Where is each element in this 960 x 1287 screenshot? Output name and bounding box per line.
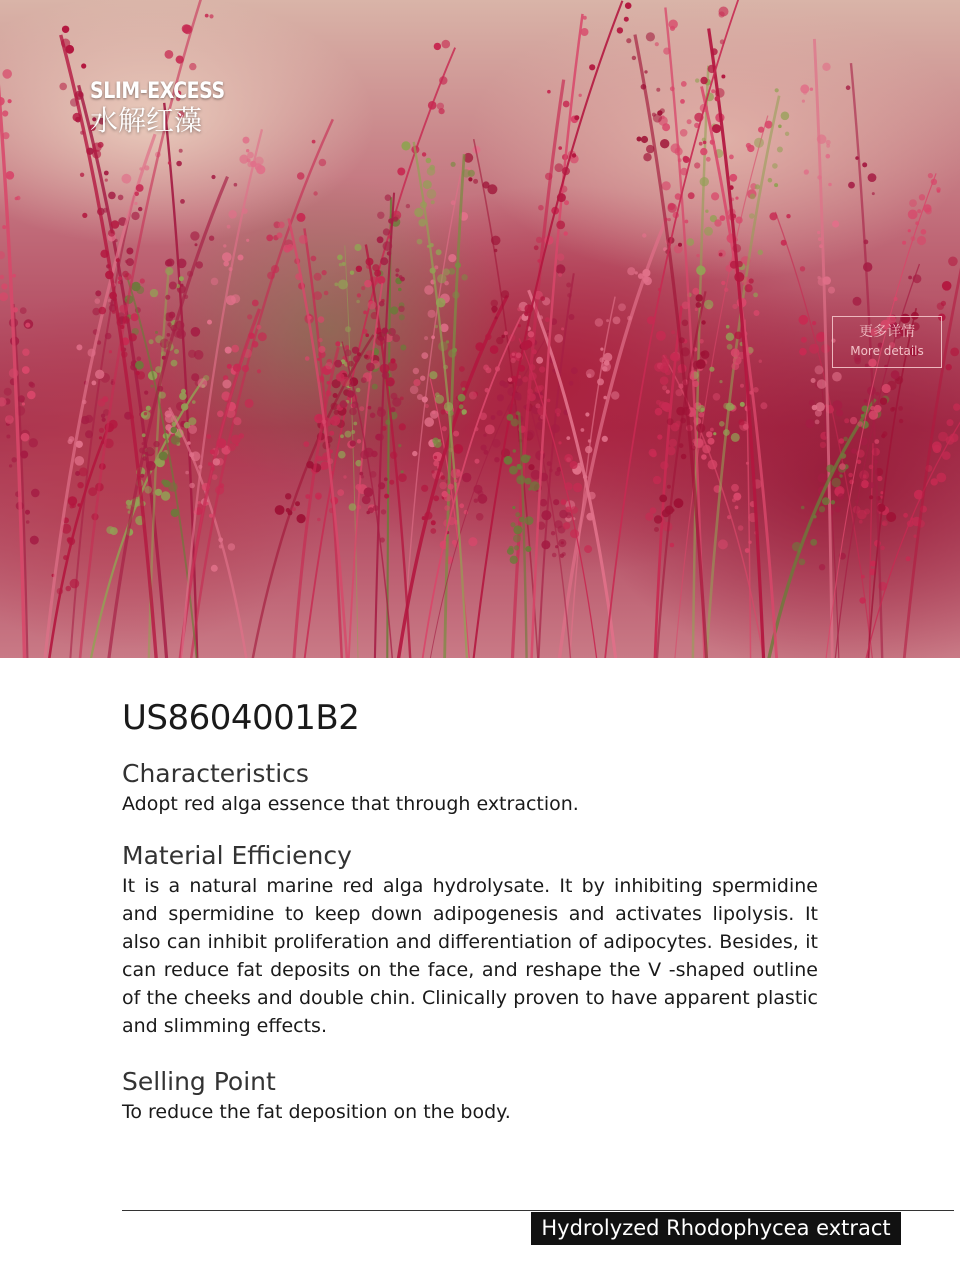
selling-point-text: To reduce the fat deposition on the body. — [122, 1101, 511, 1123]
footer-divider — [122, 1210, 954, 1211]
characteristics-text: Adopt red alga essence that through extraction. — [122, 793, 579, 815]
selling-point-title: Selling Point — [122, 1067, 276, 1096]
characteristics-title: Characteristics — [122, 759, 309, 788]
more-details-label-cn: 更多详情 — [859, 324, 915, 340]
more-details-button[interactable] — [832, 316, 942, 368]
material-efficiency-text: It is a natural marine red alga hydrolysate. It by inhibiting spermidine and spermidine to keep down adipogenesis and activates lipolysis. It also can inhibit proliferation and differentiation of adipocytes. Besides, it can reduce fat deposits on the face, and reshape the V -shaped outline of the cheeks and double chin. Clinically proven to have apparent plastic and slimming effects. — [122, 875, 818, 1037]
material-efficiency-title: Material Efficiency — [122, 841, 352, 870]
brand-logo — [90, 80, 247, 138]
brand-name: SLIM-EXCESS — [90, 79, 225, 104]
brand-chinese-name: 水解红藻 — [90, 104, 203, 137]
material-efficiency-section — [122, 840, 818, 1040]
ingredient-description — [122, 690, 818, 1126]
selling-point-section — [122, 1066, 818, 1126]
patent-number: US8604001B2 — [122, 698, 360, 738]
ingredient-name-badge: Hydrolyzed Rhodophycea extract — [531, 1212, 901, 1245]
characteristics-section — [122, 758, 818, 818]
more-details-label-en: More details — [850, 344, 924, 358]
